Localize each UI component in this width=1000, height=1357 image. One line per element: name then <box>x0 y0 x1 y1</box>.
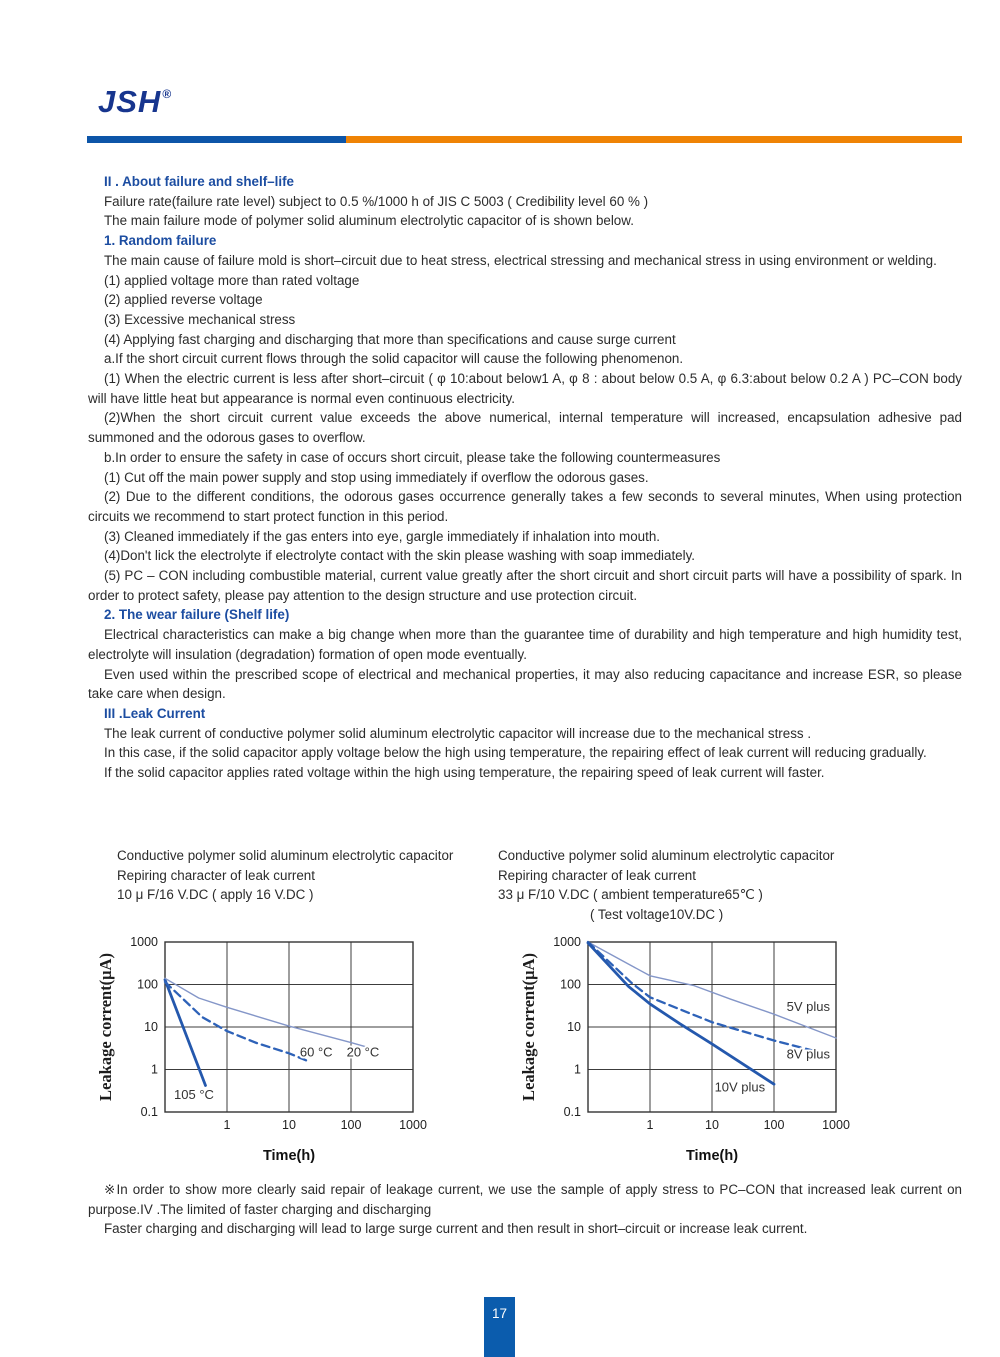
caption-line: 10 μ F/16 V.DC ( apply 16 V.DC ) <box>117 887 314 902</box>
list-item-applied-voltage: (1) applied voltage more than rated voltage <box>104 272 360 288</box>
svg-text:10: 10 <box>282 1118 296 1132</box>
para-note-repair: ※In order to show more clearly said repair of leakage current, we use the sample of apply stress to PC–CON that increased leak current on purpose.IV .The limited of faster charging and discharging <box>88 1182 962 1217</box>
para-faster-charging: Faster charging and discharging will lead to large surge current and then result in short–circuit or increase leak current. <box>104 1221 808 1237</box>
svg-text:Leakage corrent(μA): Leakage corrent(μA) <box>96 953 115 1101</box>
svg-text:8V plus: 8V plus <box>786 1046 831 1062</box>
chart-caption-right <box>498 846 878 924</box>
footnote-block <box>88 1180 962 1239</box>
svg-text:100: 100 <box>340 1118 362 1132</box>
svg-text:1000: 1000 <box>130 935 158 949</box>
svg-text:1000: 1000 <box>399 1118 427 1132</box>
svg-text:1: 1 <box>646 1118 654 1132</box>
jsh-logo <box>98 84 172 120</box>
svg-text:10V plus: 10V plus <box>714 1079 766 1095</box>
svg-text:60 °C: 60 °C <box>299 1044 333 1060</box>
para-b5-combustible: (5) PC – CON including combustible material, current value greatly after the short circuit and short circuit parts will have a possibility of spark. In order to protect safety, please pay attention to the design structure and use protection circuit. <box>88 568 962 603</box>
subsection-heading-random-failure: 1. Random failure <box>104 233 217 249</box>
caption-line: Conductive polymer solid aluminum electrolytic capacitor <box>498 848 835 863</box>
leak-current-chart-left <box>95 928 455 1173</box>
jsh-logo-text: JSH <box>98 84 162 119</box>
svg-text:5V plus: 5V plus <box>786 998 831 1014</box>
svg-text:Time(h): Time(h) <box>262 1148 316 1164</box>
svg-text:10: 10 <box>567 1020 581 1034</box>
body-text <box>88 172 962 783</box>
svg-text:100: 100 <box>763 1118 785 1132</box>
caption-line: Repiring character of leak current <box>117 867 315 883</box>
para-leak-repairing: In this case, if the solid capacitor apply voltage below the high using temperature, the repairing effect of leak current will reducing gradually. <box>104 745 927 761</box>
svg-text:105 °C: 105 °C <box>174 1087 214 1103</box>
para-leak-increase: The leak current of conductive polymer solid aluminum electrolytic capacitor will increase due to the mechanical stress . <box>104 725 812 741</box>
section-heading-about-failure: II . About failure and shelf–life <box>104 174 294 189</box>
para-b4-dont-lick: (4)Don't lick the electrolyte if electrolyte contact with the skin please washing with soap immediately. <box>104 548 696 564</box>
para-main-cause: The main cause of failure mold is short–circuit due to heat stress, electrical stressing and mechanical stress in using environment or welding. <box>104 252 937 268</box>
svg-text:Time(h): Time(h) <box>685 1148 739 1164</box>
svg-text:1: 1 <box>151 1062 158 1077</box>
para-wear-prescribed: Even used within the prescribed scope of electrical and mechanical properties, it may also reducing capacitance and increase ESR, so please take care when design. <box>88 666 962 702</box>
para-a1-electric-current: (1) When the electric current is less after short–circuit ( φ 10:about below1 A, φ 8 : about below 0.5 A, φ 6.3:about below 0.2 A ) PC–CON body will have little heat but appearance is normal even continuous electricity. <box>88 371 962 406</box>
section-heading-leak-current: III .Leak Current <box>104 705 206 721</box>
para-wear-electrical: Electrical characteristics can make a big change when more than the guarantee time of durability and high temperature and high humidity test, electrolyte will insulation (degradation) formation of open mode eventually. <box>88 627 962 662</box>
para-b-countermeasures: b.In order to ensure the safety in case of occurs short circuit, please take the following countermeasures <box>104 449 721 465</box>
list-item-mechanical-stress: (3) Excessive mechanical stress <box>104 311 296 327</box>
caption-line: ( Test voltage10V.DC ) <box>590 906 724 922</box>
para-failure-rate: Failure rate(failure rate level) subject to 0.5 %/1000 h of JIS C 5003 ( Credibility level 60 % ) <box>104 193 649 209</box>
svg-text:0.1: 0.1 <box>140 1105 158 1119</box>
leak-current-chart-right <box>518 928 878 1173</box>
header-rule-blue <box>87 136 346 143</box>
para-a-short-circuit: a.If the short circuit current flows through the solid capacitor will cause the following phenomenon. <box>104 351 684 367</box>
list-item-fast-charging: (4) Applying fast charging and discharging that more than specifications and cause surge current <box>104 331 676 347</box>
svg-text:20 °C: 20 °C <box>346 1044 380 1060</box>
svg-text:1000: 1000 <box>553 935 581 949</box>
svg-text:0.1: 0.1 <box>563 1105 581 1119</box>
list-item-reverse-voltage: (2) applied reverse voltage <box>104 292 263 308</box>
para-b3-cleaned-immediately: (3) Cleaned immediately if the gas enters into eye, gargle immediately if inhalation into mouth. <box>104 528 660 544</box>
subsection-heading-wear-failure: 2. The wear failure (Shelf life) <box>104 607 290 623</box>
caption-line: Repiring character of leak current <box>498 867 696 883</box>
svg-text:1: 1 <box>574 1062 581 1077</box>
para-a2-exceeds-numerical: (2)When the short circuit current value exceeds the above numerical, internal temperature will increased, encapsulation adhesive pad summoned and the odorous gases to overflow. <box>88 410 962 446</box>
chart-caption-left <box>117 846 487 905</box>
svg-text:100: 100 <box>137 977 158 992</box>
page-number-badge: 17 <box>484 1297 515 1357</box>
para-b2-odorous-gases: (2) Due to the different conditions, the odorous gases occurrence generally takes a few seconds to several minutes, When using protection circuits we recommend to start protect function in this period. <box>88 489 962 524</box>
svg-text:100: 100 <box>560 977 581 992</box>
para-leak-rated-voltage: If the solid capacitor applies rated voltage within the high using temperature, the repairing speed of leak current will faster. <box>104 765 825 781</box>
svg-text:1: 1 <box>223 1118 231 1132</box>
svg-text:10: 10 <box>705 1118 719 1132</box>
svg-text:1000: 1000 <box>822 1118 850 1132</box>
header-rule-orange <box>346 136 962 143</box>
svg-text:Leakage corrent(μA): Leakage corrent(μA) <box>519 953 538 1101</box>
registered-trademark-icon: ® <box>162 87 173 101</box>
caption-line: 33 μ F/10 V.DC ( ambient temperature65℃ ) <box>498 887 763 902</box>
para-main-failure-mode: The main failure mode of polymer solid aluminum electrolytic capacitor of is shown below. <box>104 213 634 229</box>
svg-text:10: 10 <box>144 1020 158 1034</box>
caption-line: Conductive polymer solid aluminum electrolytic capacitor <box>117 848 454 863</box>
para-b1-cut-off-power: (1) Cut off the main power supply and stop using immediately if overflow the odorous gases. <box>104 469 649 485</box>
